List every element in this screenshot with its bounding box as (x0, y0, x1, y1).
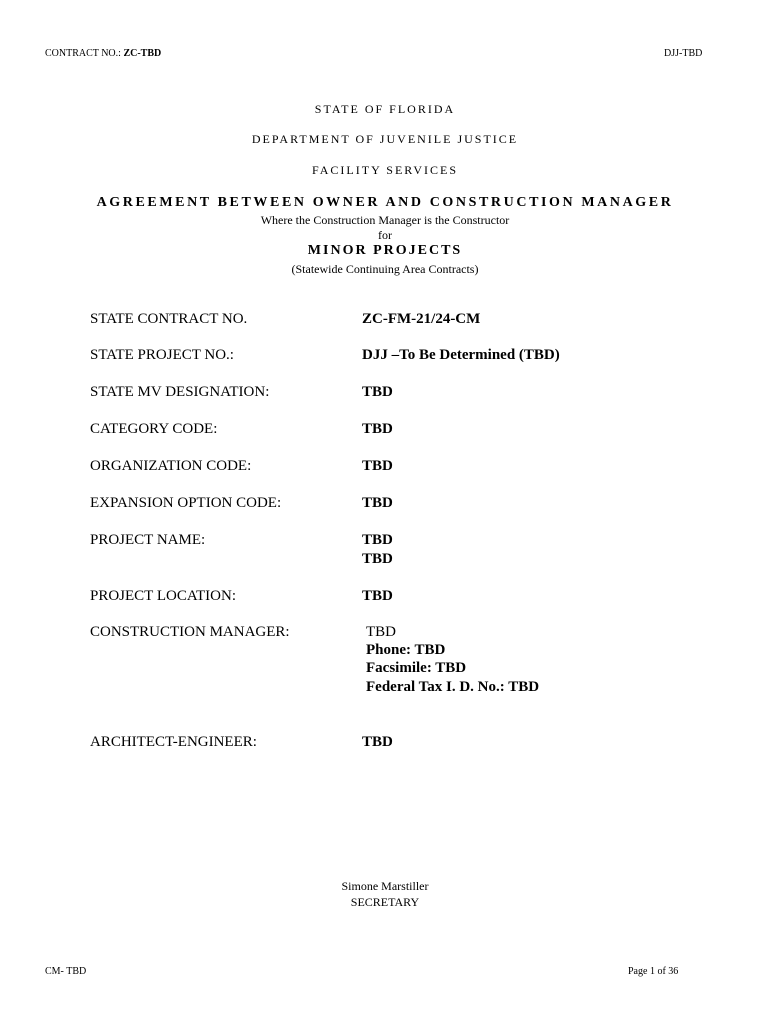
category-code-label: CATEGORY CODE: (90, 421, 218, 437)
for-text: for (378, 228, 392, 242)
project-no-label: STATE PROJECT NO.: (90, 347, 234, 363)
organization-code-label: ORGANIZATION CODE: (90, 458, 252, 474)
mv-designation-value: TBD (362, 384, 393, 400)
expansion-option-code-value: TBD (362, 495, 393, 511)
header-contract-value: ZC-TBD (123, 48, 162, 59)
construction-manager-tax-id: Federal Tax I. D. No.: TBD (366, 679, 540, 695)
expansion-option-code-label: EXPANSION OPTION CODE: (90, 495, 282, 511)
project-location-value: TBD (362, 588, 393, 604)
project-name-value-line1: TBD (362, 532, 393, 548)
project-no-value: DJJ –To Be Determined (TBD) (362, 347, 560, 363)
contract-no-value: ZC-FM-21/24-CM (362, 311, 481, 327)
construction-manager-label: CONSTRUCTION MANAGER: (90, 624, 290, 640)
construction-manager-phone: Phone: TBD (366, 642, 446, 658)
footer-left-code: CM- TBD (45, 966, 87, 977)
organization-code-value: TBD (362, 458, 393, 474)
signatory-name: Simone Marstiller (341, 879, 429, 893)
contract-no-label: STATE CONTRACT NO. (90, 311, 248, 327)
project-name-label: PROJECT NAME: (90, 532, 206, 548)
mv-designation-label: STATE MV DESIGNATION: (90, 384, 270, 400)
department-heading: DEPARTMENT OF JUVENILE JUSTICE (251, 132, 519, 146)
contracts-note: (Statewide Continuing Area Contracts) (291, 262, 479, 276)
division-heading: FACILITY SERVICES (311, 163, 459, 177)
agreement-subtitle: Where the Construction Manager is the Constructor (260, 213, 510, 227)
construction-manager-name: TBD (366, 624, 396, 640)
architect-engineer-value: TBD (362, 734, 393, 750)
page-number: Page 1 of 36 (628, 966, 679, 977)
signatory-title: SECRETARY (350, 895, 420, 909)
project-name-value-line2: TBD (362, 551, 393, 567)
header-right-code: DJJ-TBD (664, 48, 703, 59)
project-type-heading: MINOR PROJECTS (307, 243, 463, 258)
state-heading: STATE OF FLORIDA (314, 102, 456, 116)
construction-manager-facsimile: Facsimile: TBD (366, 660, 467, 676)
project-location-label: PROJECT LOCATION: (90, 588, 236, 604)
header-contract-prefix: CONTRACT NO.: (45, 48, 121, 59)
header-contract-number (45, 48, 161, 59)
agreement-title: AGREEMENT BETWEEN OWNER AND CONSTRUCTION MANAGER (96, 195, 674, 210)
architect-engineer-label: ARCHITECT-ENGINEER: (90, 734, 257, 750)
category-code-value: TBD (362, 421, 393, 437)
